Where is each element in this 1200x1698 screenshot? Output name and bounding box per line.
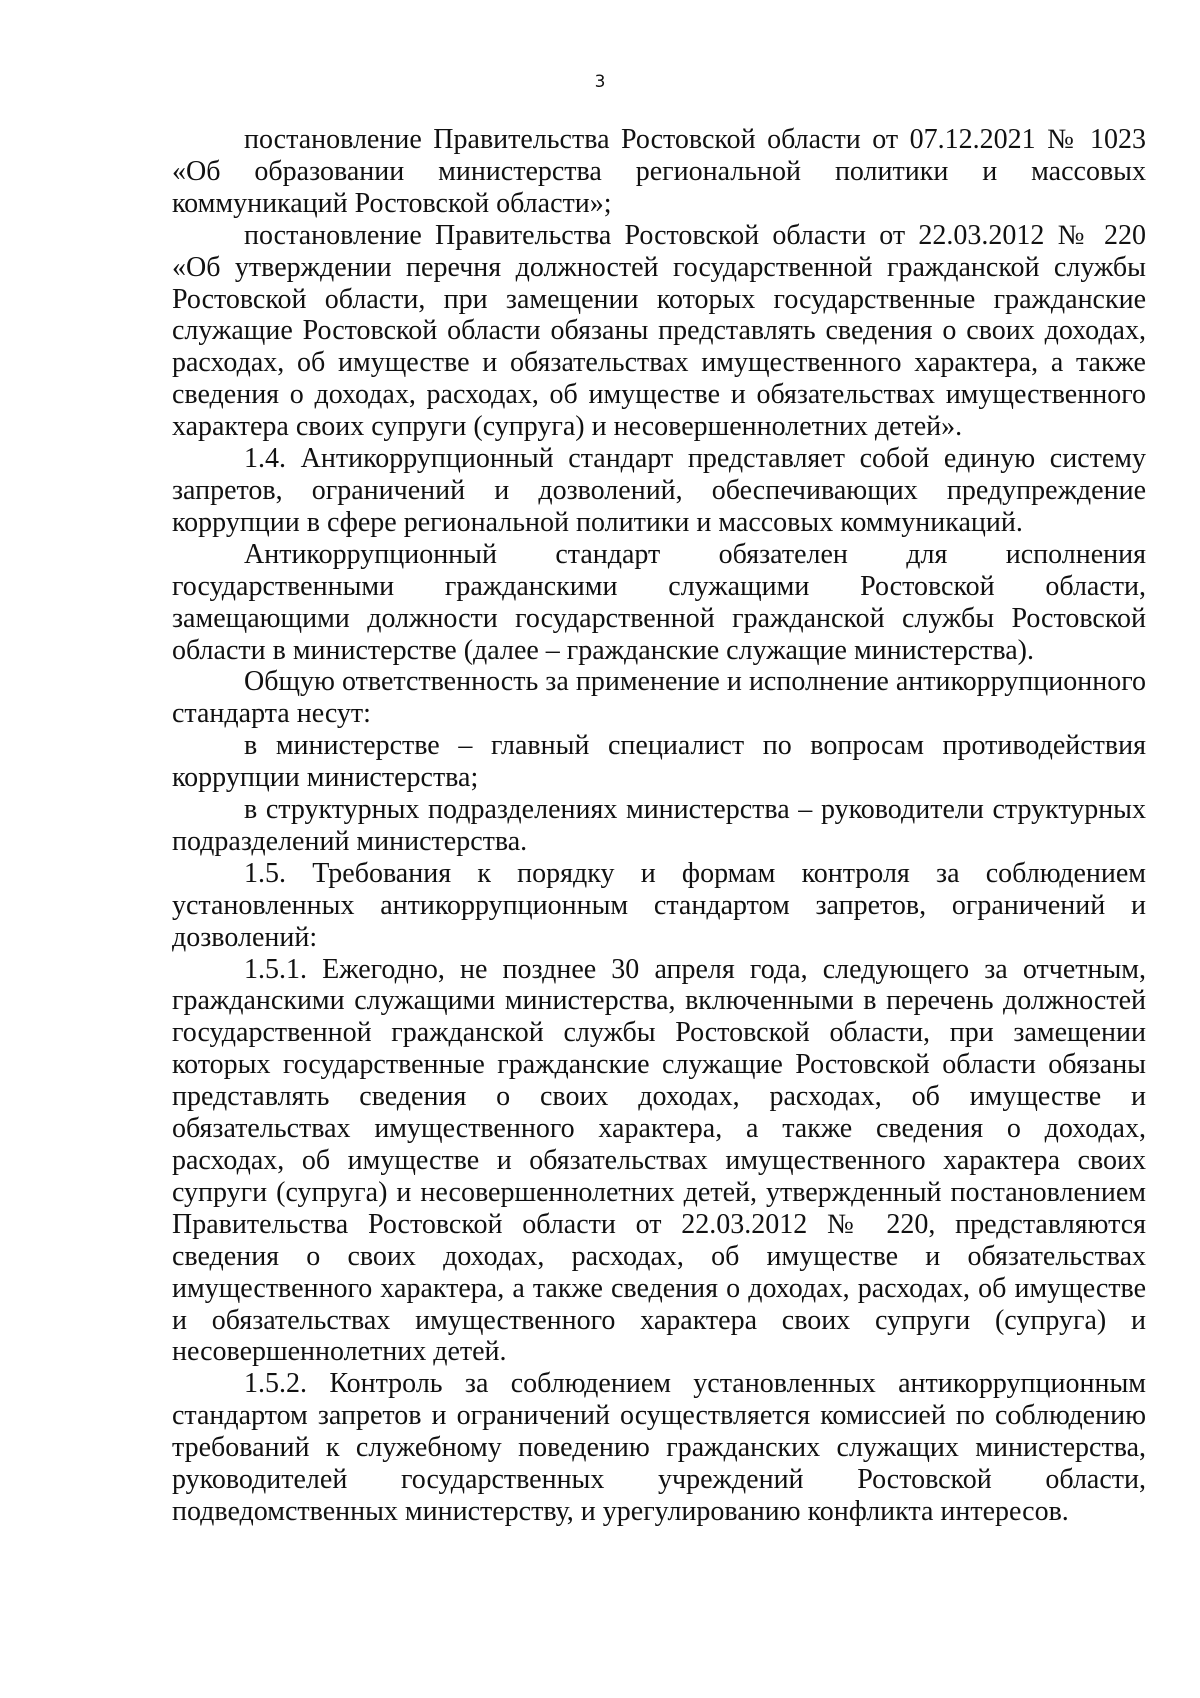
paragraph-1-5: 1.5. Требования к порядку и формам контроля за соблюдением установленных антикоррупционным стандартом запретов, ограничений и дозволений: [172, 857, 1146, 953]
paragraph-standard-mandatory: Антикоррупционный стандарт обязателен для исполнения государственными гражданскими служащими Ростовской области, замещающими должности государственной гражданской службы Ростовской области в министерстве (далее – гражданские служащие министерства). [172, 538, 1146, 666]
paragraph-resolution-1023: постановление Правительства Ростовской области от 07.12.2021 № 1023 «Об образовании министерства региональной политики и массовых коммуникаций Ростовской области»; [172, 124, 1146, 219]
paragraph-1-5-2: 1.5.2. Контроль за соблюдением установленных антикоррупционным стандартом запретов и ограничений осуществляется комиссией по соблюдению требований к служебному поведению гражданских служащих министерства, руководителей государственных учреждений Ростовской области, подведомственных министерству, и урегулированию конфликта интересов. [172, 1368, 1146, 1527]
paragraph-1-4: 1.4. Антикоррупционный стандарт представляет собой единую систему запретов, ограничений и дозволений, обеспечивающих предупреждение коррупции в сфере региональной политики и массовых коммуникаций. [172, 443, 1146, 538]
paragraph-resolution-220: постановление Правительства Ростовской области от 22.03.2012 № 220 «Об утверждении перечня должностей государственной гражданской службы Ростовской области, при замещении которых государственные гражданские служащие Ростовской области обязаны представлять сведения о своих доходах, расходах, об имуществе и обязательствах имущественного характера, а также сведения о доходах, расходах, об имуществе и обязательствах имущественного характера своих супруги (супруга) и несовершеннолетних детей». [172, 219, 1146, 443]
page-number: 3 [594, 72, 606, 92]
paragraph-1-5-1: 1.5.1. Ежегодно, не позднее 30 апреля года, следующего за отчетным, гражданскими служащими министерства, включенными в перечень должностей государственной гражданской службы Ростовской области, при замещении которых государственные гражданские служащие Ростовской области обязаны представлять сведения о своих доходах, расходах, об имуществе и обязательствах имущественного характера, а также сведения о доходах, расходах, об имуществе и обязательствах имущественного характера своих супруги (супруга) и несовершеннолетних детей, утвержденный постановлением Правительства Ростовской области от 22.03.2012 № 220, представляются сведения о своих доходах, расходах, об имуществе и обязательствах имущественного характера, а также сведения о доходах, расходах, об имуществе и обязательствах имущественного характера своих супруги (супруга) и несовершеннолетних детей. [172, 953, 1146, 1368]
paragraph-responsibility: Общую ответственность за применение и исполнение антикоррупционного стандарта несут: [172, 666, 1146, 730]
paragraph-structural-units: в структурных подразделениях министерства – руководители структурных подразделений министерства. [172, 794, 1146, 857]
paragraph-ministry-specialist: в министерстве – главный специалист по вопросам противодействия коррупции министерства; [172, 730, 1146, 794]
document-body [172, 124, 1146, 1528]
